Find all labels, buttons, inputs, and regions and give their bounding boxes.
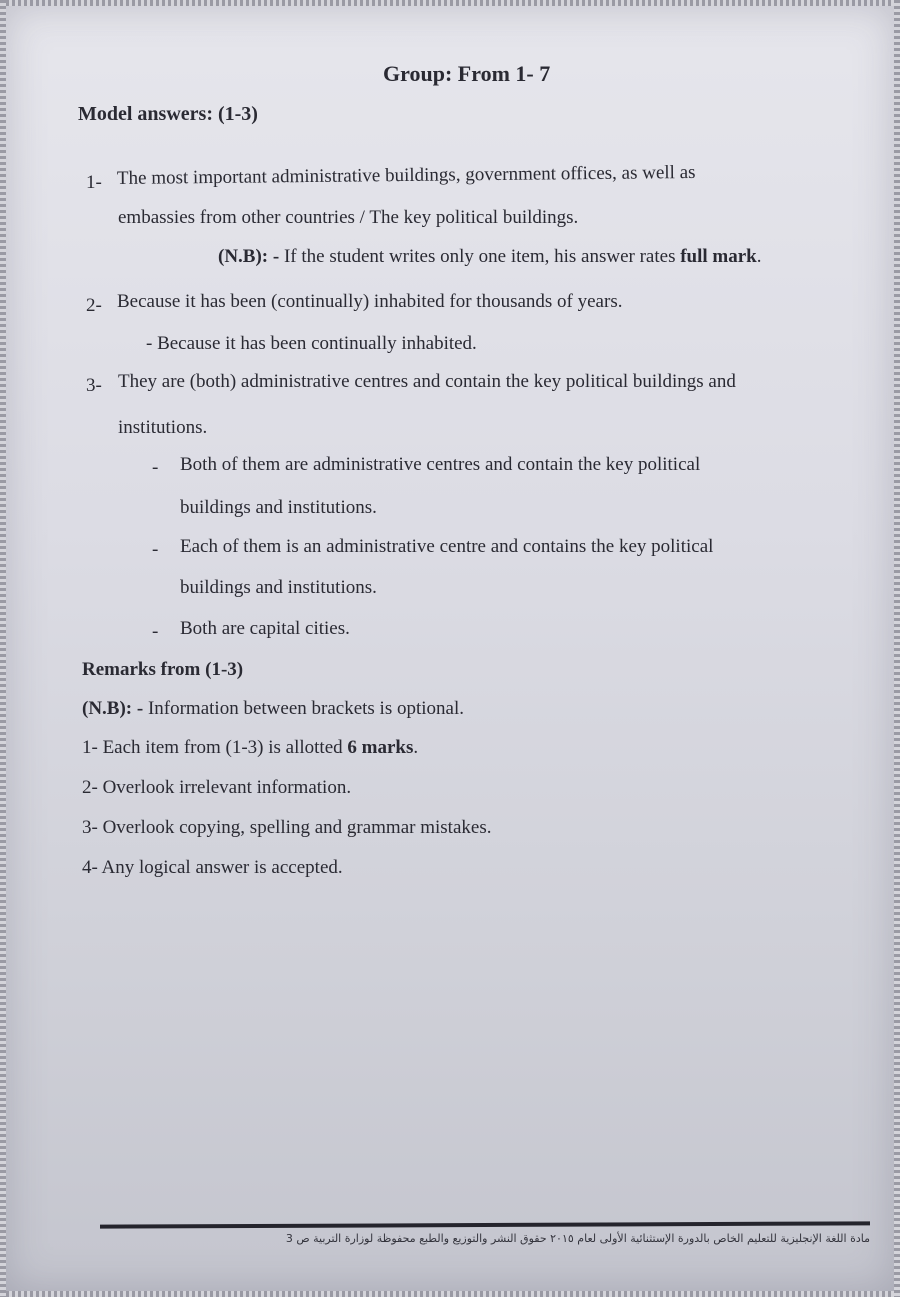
remarks-note-text: Information between brackets is optional. xyxy=(147,698,464,719)
answer-1-number: 1- xyxy=(86,172,102,193)
answer-3-alt-1-line-2: buildings and institutions. xyxy=(180,497,377,518)
answer-1-line-2: embassies from other countries / The key political buildings. xyxy=(118,207,579,228)
note-emphasis: full mark xyxy=(680,246,757,267)
model-answers-heading: Model answers: (1-3) xyxy=(78,103,258,125)
answer-1-line-1: The most important administrative buildings, government offices, as well as xyxy=(116,161,696,189)
remarks-heading: Remarks from (1-3) xyxy=(82,659,244,680)
answer-3-alt-3-dash: - xyxy=(152,621,159,642)
answer-3-alt-1-dash: - xyxy=(152,457,159,478)
answer-sheet-page xyxy=(6,6,894,1291)
answer-2-number: 2- xyxy=(86,295,102,316)
answer-3-line-2: institutions. xyxy=(118,417,208,438)
answer-3-alt-3-line-1: Both are capital cities. xyxy=(180,618,350,639)
answer-1-note xyxy=(218,247,762,266)
note-end: . xyxy=(756,246,762,267)
note-text: If the student writes only one item, his answer rates xyxy=(283,246,676,267)
remark-1 xyxy=(82,738,418,757)
answer-3-alt-2-line-2: buildings and institutions. xyxy=(180,577,377,598)
answer-3-alt-1-line-1: Both of them are administrative centres and contain the key political xyxy=(180,454,701,475)
remark-1-end: . xyxy=(413,737,419,758)
footer-copyright: مادة اللغة الإنجليزية للتعليم الخاص بالدورة الإستثنائية الأولى لعام ٢٠١٥ حقوق النشر والتوزيع والطبع محفوظة لوزارة التربية ص 3 xyxy=(285,1232,870,1245)
perforated-edge-bottom xyxy=(0,1291,900,1297)
remarks-note-label: (N.B): - xyxy=(82,698,144,719)
answer-3-line-1: They are (both) administrative centres and contain the key political buildings and xyxy=(118,371,736,392)
answer-2-alternative: - Because it has been continually inhabited. xyxy=(146,333,477,354)
remarks-note xyxy=(82,699,464,718)
perforated-edge-left xyxy=(0,0,6,1297)
answer-3-number: 3- xyxy=(86,375,102,396)
perforated-edge-top xyxy=(0,0,900,6)
remark-4: 4- Any logical answer is accepted. xyxy=(82,857,343,878)
answer-3-alt-2-dash: - xyxy=(152,539,159,560)
remark-3: 3- Overlook copying, spelling and grammar mistakes. xyxy=(82,817,492,838)
answer-3-alt-2-line-1: Each of them is an administrative centre and contains the key political xyxy=(180,536,714,557)
remark-1-marks: 6 marks xyxy=(347,737,414,758)
remark-1-text: 1- Each item from (1-3) is allotted xyxy=(82,737,343,758)
perforated-edge-right xyxy=(894,0,900,1297)
remark-2: 2- Overlook irrelevant information. xyxy=(82,777,352,798)
answer-2-line-1: Because it has been (continually) inhabited for thousands of years. xyxy=(117,291,623,312)
note-label: (N.B): - xyxy=(218,246,280,267)
group-title: Group: From 1- 7 xyxy=(383,61,551,86)
